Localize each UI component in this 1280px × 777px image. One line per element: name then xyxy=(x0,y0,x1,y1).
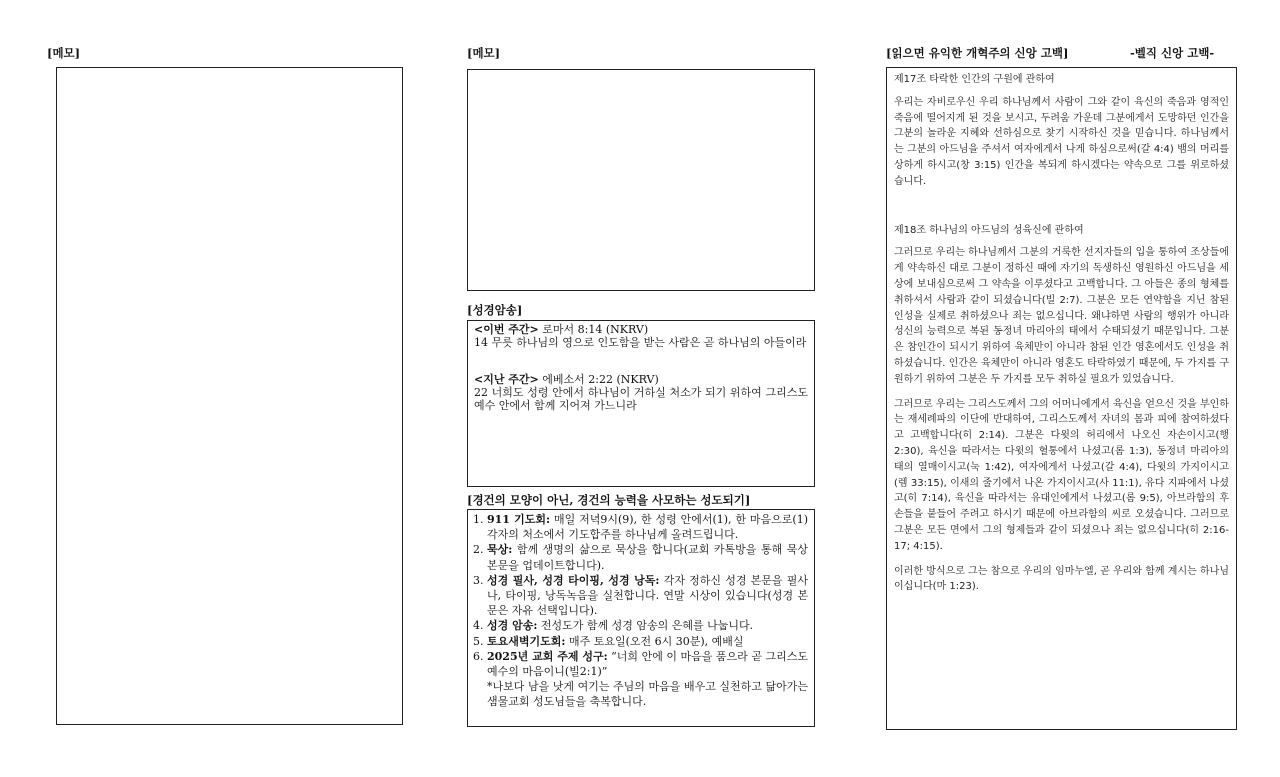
article-18-paragraph-2: 그러므로 우리는 그리스도께서 그의 어머니에게서 육신을 얻으신 것을 부인하는 재세례파의 이단에 반대하여, 그리스도께서 자녀의 몸과 피에 참여하셨다고 고백합니다(히 2:14). 그분은 다윗의 허리에서 나오신 자손이시고(행 2:30), 육신을 따라서는 다윗의 혈통에서 나셨고(롬 1:3), 동정녀 마리아의 태의 열매이시고(눅 1:42), 여자에게서 나셨고(갈 4:4), 다윗의 가지이시고(렘 33:15), 이새의 줄기에서 나온 가지이시고(사 11:1), 유다 지파에서 나셨고(히 7:14), 육신을 따라서는 유대인에게서 나셨고(롬 9:5), 아브라함의 후손들을 붙들어 주려고 하시기 때문에 아브라함의 씨로 오셨습니다. 그러므로 그분은 모든 면에서 그의 형제들과 같이 되셨으나 죄는 없으십니다(히 2:16-17; 4:15). xyxy=(894,398,1229,552)
list-item: 1. 911 기도회: 매일 저녁9시(9), 한 성령 안에서(1), 한 마음으로(1) 각자의 처소에서 기도합주를 하나님께 올려드립니다. xyxy=(473,513,808,542)
list-item: 5. 토요새벽기도회: 매주 토요일(오전 6시 30분), 예배실 xyxy=(473,634,744,648)
list-item: 2. 묵상: 함께 생명의 삶으로 묵상을 합니다(교회 카톡방을 통해 묵상 본문을 업데이트합니다). xyxy=(473,543,808,572)
last-week-ref: 에베소서 2:22 (NKRV) xyxy=(542,373,659,386)
confession-box xyxy=(886,67,1237,730)
this-week-ref: 로마서 8:14 (NKRV) xyxy=(542,323,649,336)
piety-box xyxy=(467,509,815,727)
memo-box-left[interactable] xyxy=(56,67,403,725)
article-17-title: 제17조 타락한 인간의 구원에 관하여 xyxy=(894,74,1055,85)
piety-heading: [경건의 모양이 아닌, 경건의 능력을 사모하는 성도되기] xyxy=(467,493,751,507)
this-week-label: <이번 주간> xyxy=(474,323,539,336)
article-18-paragraph-1: 그러므로 우리는 하나님께서 그분의 거룩한 선지자들의 입을 통하여 조상들에게 약속하신 대로 그분이 정하신 때에 자기의 독생하신 영원하신 아드님을 세상에 보내심으로써 그 약속을 이루셨다고 고백합니다. 그 아들은 종의 형체를 취하셔서 사람과 같이 되셨습니다(빌 2:7). 그분은 모든 연약함을 지닌 참된 인성을 실제로 취하셨으나 죄는 없으십니다. 왜냐하면 사람의 행위가 아니라 성신의 능력으로 복된 동정녀 마리아의 태에서 수태되셨기 때문입니다. 그분은 참인간이 되시기 위하여 육체만이 아니라 참된 인간 영혼에서도 인성을 취하셨습니다. 인간은 육체만이 아니라 영혼도 타락하였기 때문에, 두 가지를 구원하기 위하여 그분은 두 가지를 모두 취하실 필요가 있었습니다. xyxy=(894,247,1229,385)
article-18-title: 제18조 하나님의 아드님의 성육신에 관하여 xyxy=(894,224,1084,236)
list-item: 6. 2025년 교회 주제 성구: “너희 안에 이 마음을 품으라 곧 그리스도 예수의 마음이니(빌2:1)” xyxy=(473,649,809,679)
last-week-line xyxy=(474,373,808,386)
last-week-label: <지난 주간> xyxy=(474,373,539,386)
confession-subheading: -벨직 신앙 고백- xyxy=(1130,46,1215,60)
list-item: 3. 성경 필사, 성경 타이핑, 성경 낭독: 각자 정하신 성경 본문을 필사나, 타이핑, 낭독녹음을 실천합니다. 연말 시상이 있습니다(성경 본문은 자유 선택입니다). xyxy=(473,573,808,618)
memo-heading-middle: [메모] xyxy=(467,46,501,60)
list-item: 4. 성경 암송: 전성도가 함께 성경 암송의 은혜를 나눕니다. xyxy=(473,619,754,633)
memorize-box xyxy=(467,320,815,487)
memorize-heading: [성경암송] xyxy=(467,303,523,317)
memo-box-middle[interactable] xyxy=(467,69,815,291)
confession-heading: [읽으면 유익한 개혁주의 신앙 고백] xyxy=(886,46,1069,60)
last-week-verse: 22 너희도 성령 안에서 하나님이 거하실 처소가 되기 위하여 그리스도 예수 안에서 함께 지어져 가느니라 xyxy=(474,386,808,412)
this-week-verse: 14 무릇 하나님의 영으로 인도함을 받는 사람은 곧 하나님의 아들이라 xyxy=(474,336,807,349)
this-week-line xyxy=(474,323,808,336)
memo-heading-left: [메모] xyxy=(47,46,81,60)
piety-list xyxy=(472,512,808,679)
article-17-paragraph: 우리는 자비로우신 우리 하나님께서 사람이 그와 같이 육신의 죽음과 영적인 죽음에 떨어지게 된 것을 보시고, 두려움 가운데 그분에게서 도망하던 인간을 그분의 놀라운 지혜와 선하심으로 찾기 시작하신 것을 믿습니다. 하나님께서는 그분의 아드님을 주셔서 여자에게서 나게 하심으로써(갈 4:4) 뱀의 머리를 상하게 하시고(창 3:15) 인간을 복되게 하시겠다는 약속으로 그를 위로하셨습니다. xyxy=(894,96,1229,187)
article-18-paragraph-3: 이러한 방식으로 그는 참으로 우리의 임마누엘, 곧 우리와 함께 계시는 하나님이십니다(마 1:23). xyxy=(894,565,1229,593)
piety-note: *나보다 남을 낫게 여기는 주님의 마음을 배우고 실천하고 닮아가는 샘물교회 성도님들을 축복합니다. xyxy=(487,680,808,709)
